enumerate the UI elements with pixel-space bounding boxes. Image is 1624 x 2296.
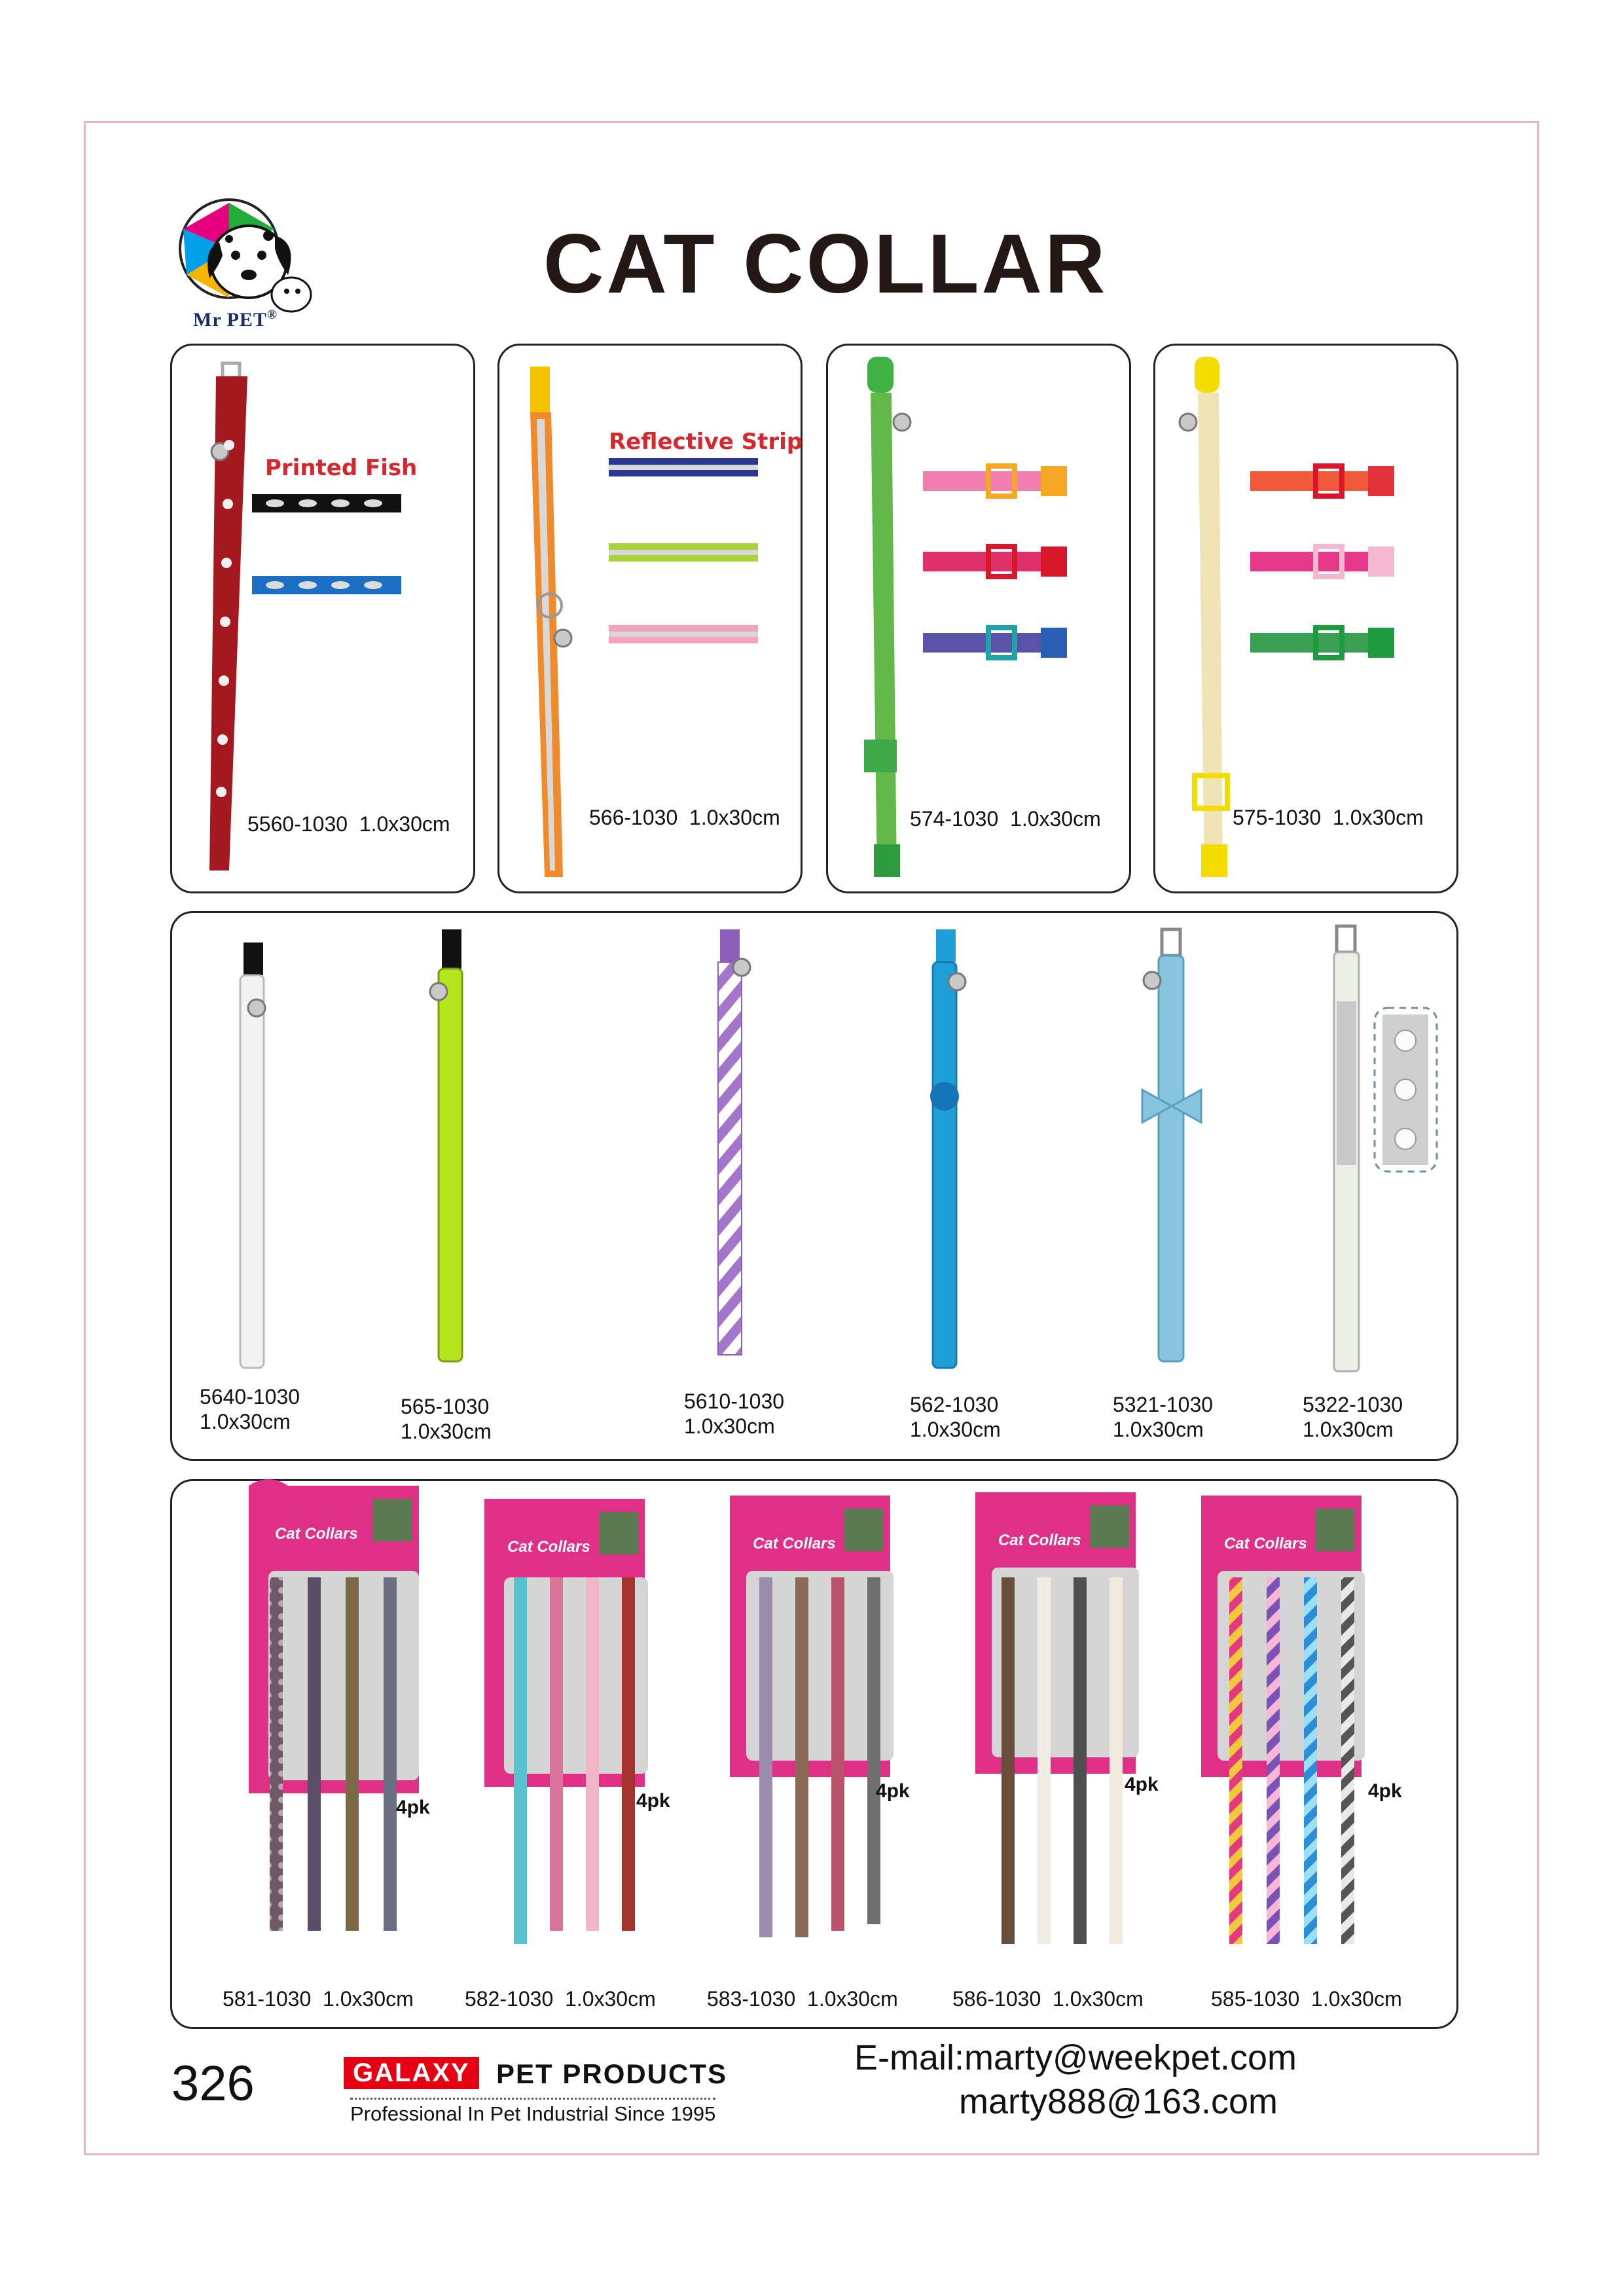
caption-574: 574-1030 1.0x30cm: [910, 807, 1101, 831]
email-secondary[interactable]: marty888@163.com: [959, 2082, 1278, 2121]
caption-581: 581-1030 1.0x30cm: [223, 1987, 414, 2011]
caption-565: 565-1030 1.0x30cm: [401, 1395, 492, 1443]
card-title-585: Cat Collars: [1224, 1535, 1307, 1552]
pack-label-583: 4pk: [876, 1780, 910, 1802]
collar-562-image: [930, 929, 965, 1368]
collar-574-image: [864, 357, 1067, 877]
pack-586-image: [975, 1492, 1139, 1944]
caption-582: 582-1030 1.0x30cm: [465, 1987, 656, 2011]
collar-575-image: [1180, 357, 1394, 877]
collar-5560-image: [209, 363, 401, 870]
pack-label-581: 4pk: [396, 1797, 430, 1818]
caption-566: 566-1030 1.0x30cm: [589, 806, 780, 829]
pack-585-image: [1201, 1496, 1365, 1944]
caption-5610: 5610-1030 1.0x30cm: [684, 1390, 785, 1438]
caption-5640: 5640-1030 1.0x30cm: [200, 1385, 300, 1433]
caption-5321: 5321-1030 1.0x30cm: [1113, 1393, 1214, 1441]
caption-583: 583-1030 1.0x30cm: [707, 1987, 898, 2011]
caption-5560: 5560-1030 1.0x30cm: [247, 812, 450, 836]
collar-5322-image: [1334, 926, 1437, 1371]
pack-581-image: [249, 1479, 419, 1931]
brand-galaxy: GALAXY: [344, 2057, 479, 2089]
pack-label-582: 4pk: [636, 1790, 670, 1812]
caption-575: 575-1030 1.0x30cm: [1233, 806, 1424, 829]
card-title-586: Cat Collars: [998, 1532, 1081, 1549]
callout-reflective-strip: Reflective Strip: [609, 429, 803, 455]
collar-5321-image: [1142, 929, 1201, 1361]
callout-printed-fish: Printed Fish: [265, 455, 418, 481]
card-title-582: Cat Collars: [507, 1538, 590, 1556]
collar-5640-image: [240, 942, 265, 1368]
email-primary[interactable]: E-mail:marty@weekpet.com: [854, 2038, 1297, 2077]
brand-tagline: Professional In Pet Industrial Since 1995: [350, 2098, 715, 2126]
caption-562: 562-1030 1.0x30cm: [910, 1393, 1001, 1441]
caption-585: 585-1030 1.0x30cm: [1211, 1987, 1402, 2011]
pack-583-image: [730, 1496, 893, 1937]
brand-pet-products: PET PRODUCTS: [496, 2058, 728, 2089]
collar-565-image: [430, 929, 462, 1361]
logo-text: Mr PET®: [193, 308, 278, 331]
page-number: 326: [171, 2056, 255, 2111]
caption-586: 586-1030 1.0x30cm: [952, 1987, 1144, 2011]
pack-label-585: 4pk: [1368, 1780, 1402, 1802]
pack-582-image: [484, 1499, 648, 1944]
card-title-583: Cat Collars: [753, 1535, 836, 1552]
caption-5322: 5322-1030 1.0x30cm: [1303, 1393, 1403, 1441]
card-title-581: Cat Collars: [275, 1525, 358, 1543]
pack-label-586: 4pk: [1125, 1774, 1159, 1795]
page-title: CAT COLLAR: [543, 217, 1108, 311]
collar-5610-image: [718, 929, 750, 1355]
